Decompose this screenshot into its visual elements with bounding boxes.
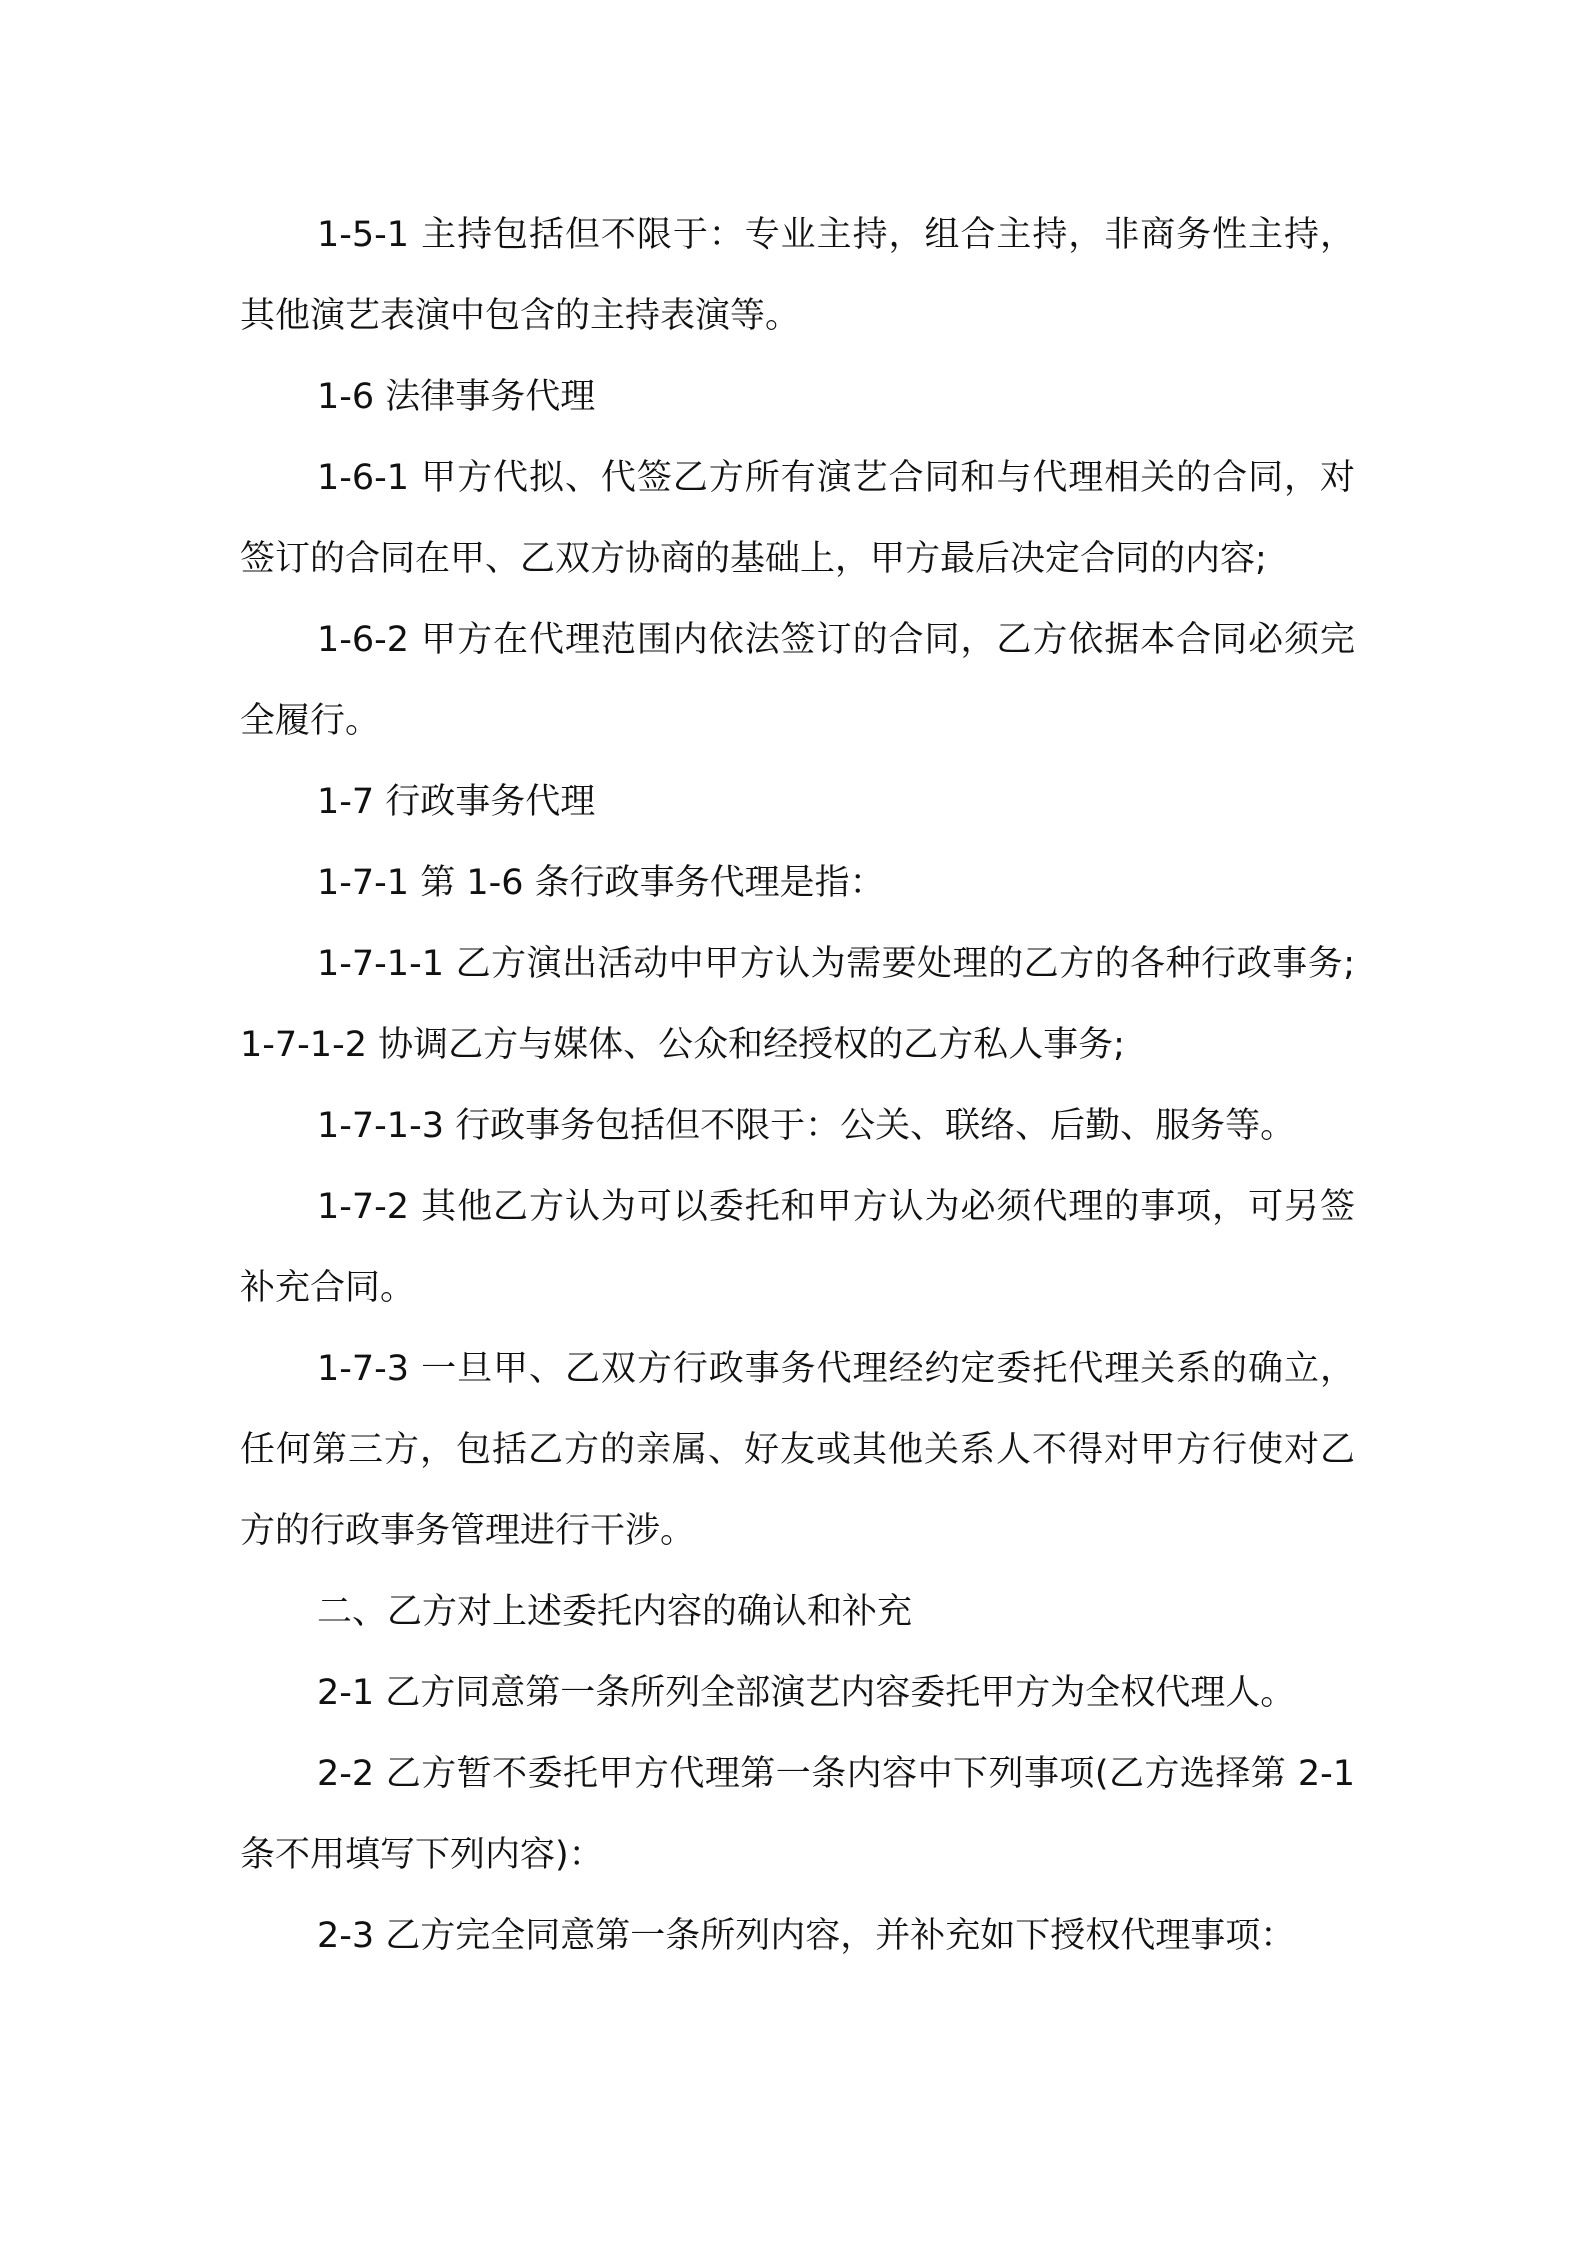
section-heading-2: 二、乙方对上述委托内容的确认和补充: [317, 1592, 913, 1632]
paragraph-1-7-3: 1-7-3 一旦甲、乙双方行政事务代理经约定委托代理关系的确立，任何第三方，包括乙方的亲属、好友或其他关系人不得对甲方行使对乙方的行政事务管理进行干涉。: [240, 1349, 1355, 1551]
paragraph-1-6-2: 1-6-2 甲方在代理范围内依法签订的合同，乙方依据本合同必须完全履行。: [240, 620, 1355, 741]
paragraph-1-6-1: 1-6-1 甲方代拟、代签乙方所有演艺合同和与代理相关的合同，对签订的合同在甲、乙双方协商的基础上，甲方最后决定合同的内容;: [240, 458, 1355, 579]
heading-1-6: 1-6 法律事务代理: [317, 377, 596, 417]
paragraph-2-3: 2-3 乙方完全同意第一条所列内容，并补充如下授权代理事项：: [317, 1916, 1296, 1956]
document-body: [240, 195, 1355, 1977]
paragraph-2-1: 2-1 乙方同意第一条所列全部演艺内容委托甲方为全权代理人。: [317, 1673, 1296, 1713]
paragraph-1-5-1: 1-5-1 主持包括但不限于：专业主持，组合主持，非商务性主持，其他演艺表演中包含的主持表演等。: [240, 215, 1355, 336]
paragraph-1-7-2: 1-7-2 其他乙方认为可以委托和甲方认为必须代理的事项，可另签补充合同。: [240, 1187, 1355, 1308]
paragraph-1-7-1-1: 1-7-1-1 乙方演出活动中甲方认为需要处理的乙方的各种行政事务;1-7-1-2 协调乙方与媒体、公众和经授权的乙方私人事务;: [240, 944, 1355, 1065]
paragraph-1-7-1: 1-7-1 第 1-6 条行政事务代理是指：: [317, 863, 885, 903]
heading-1-7: 1-7 行政事务代理: [317, 782, 596, 822]
paragraph-2-2: 2-2 乙方暂不委托甲方代理第一条内容中下列事项(乙方选择第 2-1 条不用填写下列内容)：: [240, 1754, 1355, 1875]
paragraph-1-7-1-3: 1-7-1-3 行政事务包括但不限于：公关、联络、后勤、服务等。: [317, 1106, 1296, 1146]
